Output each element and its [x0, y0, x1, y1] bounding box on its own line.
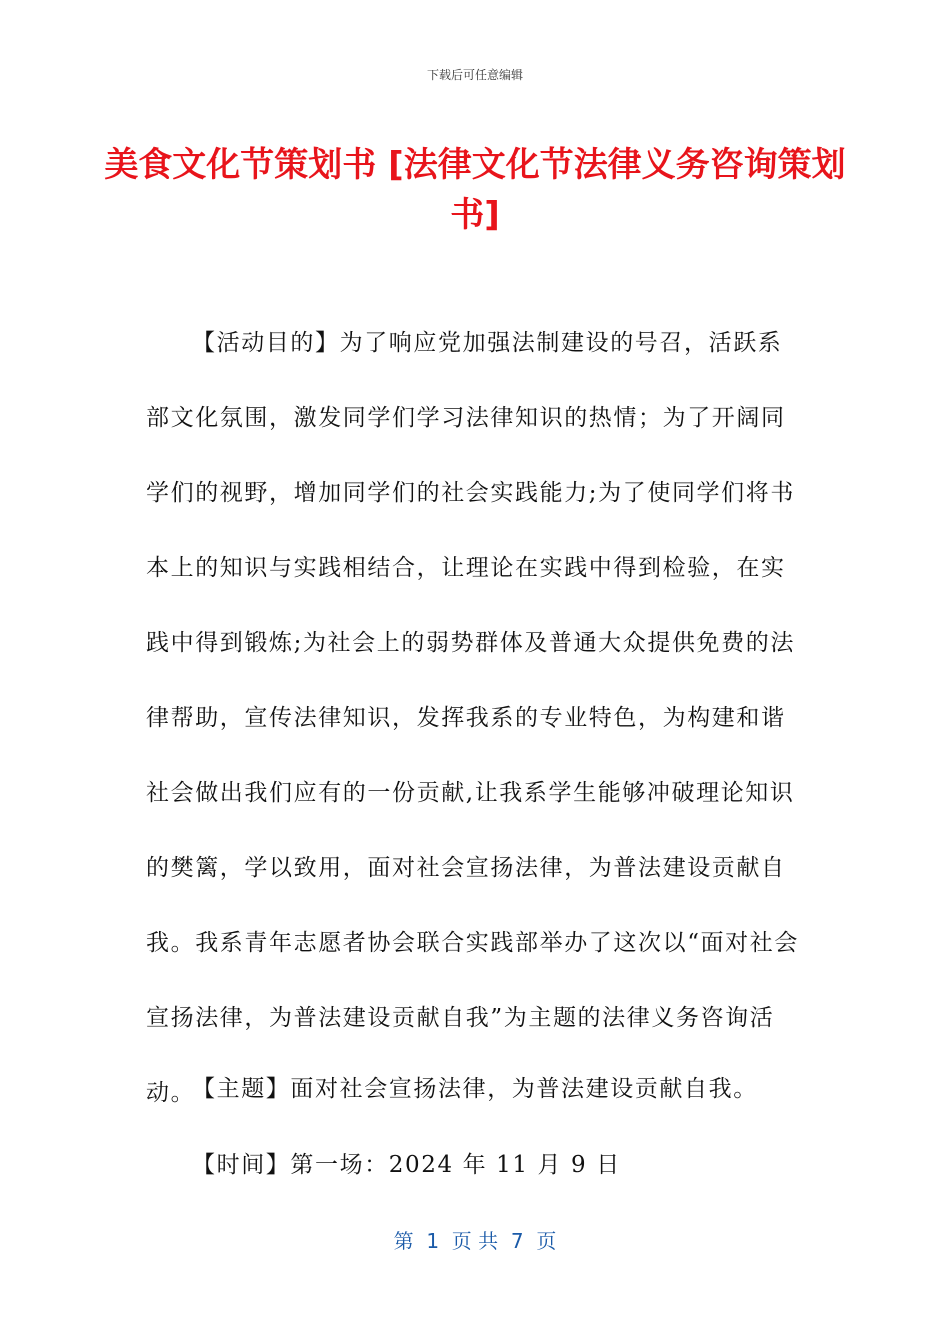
page-header-note: 下载后可任意编辑: [426, 68, 523, 82]
paragraph-time: 【时间】第一场：2024 年 11 月 9 日: [192, 1152, 621, 1178]
page-number-footer: 第 1 页 共 7 页: [393, 1229, 557, 1253]
paragraph-purpose: 【活动目的】为了响应党加强法制建设的号召，活跃系部文化氛围，激发同学们学习法律知识的热情；为了开阔同学们的视野，增加同学们的社会实践能力;为了使同学们将书本上的知识与实践相结合，让理论在实践中得到检验，在实践中得到锻炼;为社会上的弱势群体及普通大众提供免费的法律帮助，宣传法律知识，发挥我系的专业特色，为构建和谐社会做出我们应有的一份贡献,让我系学生能够冲破理论知识的樊篱，学以致用，面对社会宣扬法律，为普法建设贡献自我。我系青年志愿者协会联合实践部举办了这次以“面对社会宣扬法律，为普法建设贡献自我”为主题的法律义务咨询活动。: [146, 330, 799, 1106]
document-title: 美食文化节策划书 [法律文化节法律义务咨询策划书]: [104, 145, 846, 235]
paragraph-topic: 【主题】面对社会宣扬法律，为普法建设贡献自我。: [192, 1076, 758, 1102]
